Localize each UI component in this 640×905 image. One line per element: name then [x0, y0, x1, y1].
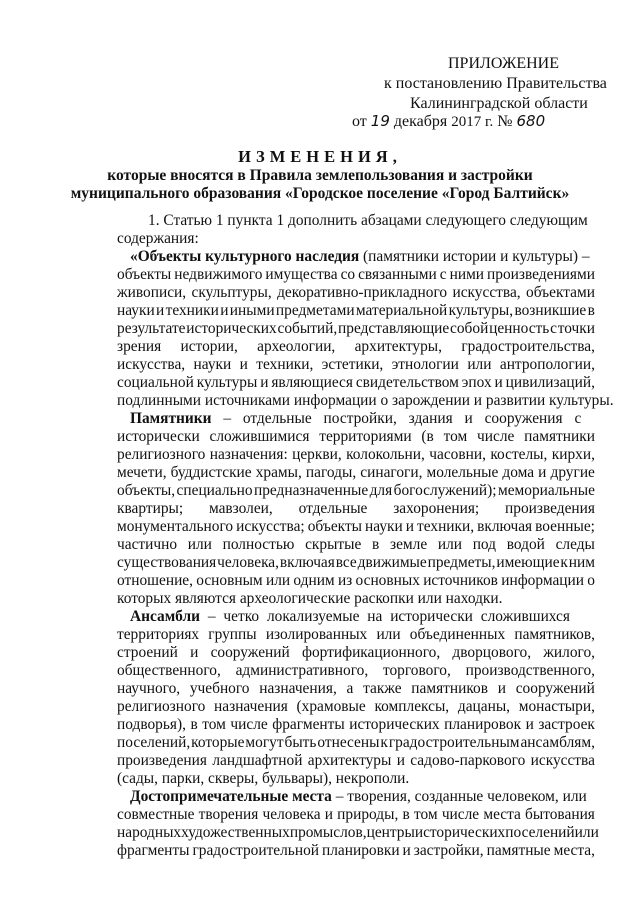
- word: цивилизаций,: [505, 374, 595, 391]
- word: истории,: [180, 338, 238, 355]
- word: отношение,: [117, 572, 193, 589]
- word: иными: [229, 302, 275, 319]
- word: включая: [477, 518, 533, 535]
- word: эстетики,: [321, 356, 384, 373]
- word: торгового,: [382, 662, 451, 679]
- word: свидетельством: [355, 374, 459, 391]
- word: градостроительным: [388, 734, 520, 751]
- word: и: [494, 374, 503, 391]
- word: полностью: [222, 536, 295, 553]
- decree-number: 680: [516, 112, 546, 130]
- p3-line: [117, 536, 595, 554]
- word: движимые: [357, 554, 427, 571]
- p4-line: [117, 716, 595, 734]
- p2-line: [117, 302, 595, 320]
- p3-line: которых являются археологические раскопки или находки.: [117, 590, 503, 607]
- word: строений: [117, 644, 178, 661]
- word: и: [190, 644, 199, 661]
- word: в: [402, 806, 410, 823]
- word: человека: [262, 806, 321, 823]
- term-ensembles: Ансамбли: [130, 608, 200, 625]
- word: совместные: [117, 806, 195, 823]
- word: водой: [506, 536, 545, 553]
- word: культуры,: [448, 302, 514, 319]
- word: точки: [557, 320, 595, 337]
- word: и: [405, 518, 414, 535]
- word: произведениями: [487, 266, 595, 283]
- word: числе: [441, 806, 480, 823]
- word: скульптуры,: [191, 284, 272, 301]
- word: предметы,: [427, 554, 496, 571]
- word: являющиеся: [271, 374, 353, 391]
- word: человека,: [217, 554, 279, 571]
- word: (храмовые: [296, 698, 366, 715]
- p5-line: [117, 842, 595, 860]
- word: отнесены: [317, 734, 380, 751]
- word: отдельные: [298, 500, 368, 517]
- word: памятные: [486, 842, 551, 859]
- word: церкви,: [292, 446, 342, 463]
- word: декоративно-прикладного: [277, 284, 448, 301]
- word: ценность: [489, 320, 550, 337]
- word: для: [369, 482, 393, 499]
- p3-line: [117, 572, 595, 590]
- word: колокольни,: [346, 446, 425, 463]
- p5-line: [117, 806, 595, 824]
- word: науки: [117, 302, 155, 319]
- word: и: [324, 806, 333, 823]
- region-name: Калининградской области: [410, 95, 588, 112]
- word: синагоги,: [360, 464, 423, 481]
- word: с: [439, 266, 447, 283]
- word: и: [396, 752, 405, 769]
- word: к: [560, 554, 568, 571]
- word: материальной: [355, 302, 448, 319]
- p2-line: [117, 320, 595, 338]
- p2-line: подлинными источниками информации о зарождении и развитии культуры.: [117, 392, 614, 409]
- word: и: [260, 374, 269, 391]
- decree-reference: к постановлению Правительства: [384, 75, 607, 92]
- word: земле: [389, 536, 428, 553]
- word: поселений,: [117, 734, 191, 751]
- word: в: [372, 536, 380, 553]
- date-from-label: от: [352, 113, 367, 130]
- word: назначения:: [209, 446, 288, 463]
- word: все: [335, 554, 357, 571]
- word: зрения: [117, 338, 162, 355]
- word: другие: [550, 464, 595, 481]
- word: ним: [568, 554, 595, 571]
- word: представляющие: [338, 320, 450, 337]
- word: основных: [355, 572, 420, 589]
- p2-line: [117, 374, 595, 392]
- word: объекты: [307, 518, 363, 535]
- p2-line: [117, 338, 595, 356]
- word: захоронения;: [393, 500, 480, 517]
- p3-line: [117, 482, 595, 500]
- word: буддистские: [170, 464, 252, 481]
- p4-line: [117, 752, 595, 770]
- date-day: 19: [370, 112, 390, 130]
- word: искусства: [530, 752, 595, 769]
- word: религиозного: [117, 698, 206, 715]
- word: науки: [365, 518, 403, 535]
- word: к: [380, 734, 388, 751]
- p1-line: 1. Статью 1 пункта 1 дополнить абзацами следующего следующим: [148, 212, 588, 229]
- word: монументального: [117, 518, 234, 535]
- word: места: [483, 806, 521, 823]
- word: застроек: [538, 716, 595, 733]
- word: жилого,: [543, 644, 595, 661]
- word: объекты: [117, 266, 172, 283]
- p3-line: [117, 518, 595, 536]
- p3-line: Памятники – отдельные постройки, здания и сооружения с: [130, 410, 582, 427]
- word: мавзолеи,: [208, 500, 273, 517]
- word: храмы,: [255, 464, 302, 481]
- word: промыслов,: [289, 824, 367, 841]
- document-heading: ИЗМЕНЕНИЯ,: [238, 147, 402, 166]
- word: из: [337, 572, 353, 589]
- word: этнологии: [391, 356, 459, 373]
- word: возникшие: [514, 302, 587, 319]
- word: памятников,: [514, 626, 595, 643]
- p2-line: [117, 266, 595, 284]
- word: часовни,: [429, 446, 486, 463]
- word: сооружений: [210, 644, 290, 661]
- p4-line: Ансамбли – четко локализуемые на исторически сложившихся: [130, 608, 570, 625]
- word: или: [187, 536, 212, 553]
- word: места,: [553, 842, 595, 859]
- word: сооружений: [515, 680, 595, 697]
- word: или: [467, 356, 492, 373]
- p5-line: [117, 824, 599, 842]
- word: источников: [423, 572, 498, 589]
- word: предназначенные: [253, 482, 369, 499]
- word: исторически: [117, 428, 200, 445]
- word: изолированных: [265, 626, 368, 643]
- appendix-label: ПРИЛОЖЕНИЕ: [448, 55, 560, 72]
- word: производственного,: [465, 662, 595, 679]
- word: которые: [191, 734, 245, 751]
- word: градостроительства,: [461, 338, 595, 355]
- p4-line: [117, 626, 595, 644]
- word: имеющие: [496, 554, 560, 571]
- p3-line: [117, 464, 595, 482]
- word: и: [220, 302, 229, 319]
- word: народных: [117, 824, 182, 841]
- word: и: [497, 680, 506, 697]
- p3-line: [117, 446, 595, 464]
- p2-line: [117, 356, 595, 374]
- word: сложившимися: [209, 428, 310, 445]
- word: мечети,: [117, 464, 167, 481]
- p4-line: [117, 698, 595, 716]
- word: объектами: [526, 284, 595, 301]
- word: садово-паркового: [410, 752, 526, 769]
- word: творения: [198, 806, 259, 823]
- word: фортификационного,: [301, 644, 441, 661]
- word: эпох: [461, 374, 492, 391]
- date-month: декабря: [393, 113, 448, 130]
- word: археологии,: [257, 338, 336, 355]
- word: том: [202, 716, 226, 733]
- term-cultural-heritage: «Объекты культурного наследия: [130, 248, 360, 265]
- word: существования: [117, 554, 217, 571]
- word: центры: [366, 824, 415, 841]
- word: основным: [196, 572, 263, 589]
- word: числе: [230, 716, 268, 733]
- word: дацаны,: [457, 698, 511, 715]
- p5-line: Достопримечательные места – творения, созданные человеком, или: [130, 788, 587, 805]
- document-subtitle-2: муниципального образования «Городское поселение «Город Балтийск»: [70, 185, 570, 202]
- word: и: [525, 716, 534, 733]
- word: собой: [450, 320, 489, 337]
- word: комплексы,: [374, 698, 450, 715]
- word: под: [472, 536, 497, 553]
- word: монастыри,: [518, 698, 595, 715]
- word: религиозного: [117, 446, 206, 463]
- word: фрагменты: [117, 842, 190, 859]
- word: природы,: [337, 806, 399, 823]
- p3-line: [117, 428, 595, 446]
- word: а: [346, 680, 354, 697]
- word: могут: [245, 734, 284, 751]
- word: планировки: [321, 842, 400, 859]
- word: информации: [501, 572, 584, 589]
- p3-line: [117, 554, 595, 572]
- word: быть: [284, 734, 317, 751]
- word: художественных: [181, 824, 290, 841]
- word: недвижимого: [174, 266, 263, 283]
- p4-line: [117, 644, 595, 662]
- word: ансамблям,: [520, 734, 595, 751]
- p2-line: «Объекты культурного наследия (памятники истории и культуры) –: [130, 248, 590, 265]
- word: скрытые: [305, 536, 362, 553]
- word: социальной: [117, 374, 194, 391]
- word: (в: [421, 428, 434, 445]
- word: ландшафтной: [212, 752, 303, 769]
- word: исторических: [349, 716, 440, 733]
- word: научного,: [117, 680, 181, 697]
- word: фрагменты: [272, 716, 345, 733]
- word: назначения: [214, 698, 288, 715]
- word: имущества: [265, 266, 338, 283]
- word: кирхи,: [551, 446, 595, 463]
- word: военные;: [535, 518, 595, 535]
- word: мемориальные: [497, 482, 595, 499]
- word: подворья),: [117, 716, 186, 733]
- word: о: [587, 572, 595, 589]
- word: дворцового,: [452, 644, 532, 661]
- word: включая: [279, 554, 335, 571]
- word: искусства;: [236, 518, 305, 535]
- word: техники: [165, 302, 219, 319]
- word: учебного: [189, 680, 250, 697]
- word: и: [538, 464, 547, 481]
- word: или: [376, 626, 401, 643]
- word: архитектуры,: [354, 338, 442, 355]
- word: в: [587, 302, 595, 319]
- word: территориях: [117, 626, 200, 643]
- word: исторических: [414, 824, 506, 841]
- word: искусства,: [452, 284, 521, 301]
- word: дома: [502, 464, 535, 481]
- document-subtitle-1: которые вносятся в Правила землепользования и застройки: [107, 167, 533, 184]
- word: исторических: [186, 320, 277, 337]
- word: планировок: [444, 716, 522, 733]
- word: территориями: [319, 428, 412, 445]
- word: и: [402, 842, 411, 859]
- word: антропологии,: [499, 356, 595, 373]
- word: событий,: [277, 320, 338, 337]
- word: квартиры;: [117, 500, 184, 517]
- word: группы: [208, 626, 257, 643]
- word: следы: [555, 536, 595, 553]
- p2-line: [117, 284, 595, 302]
- word: архитектуры: [307, 752, 392, 769]
- term-monuments: Памятники: [130, 410, 212, 427]
- word: одним: [293, 572, 335, 589]
- word: или: [437, 536, 462, 553]
- word: памятники: [524, 428, 595, 445]
- word: пагоды,: [305, 464, 357, 481]
- word: предметами: [275, 302, 355, 319]
- word: культуры: [196, 374, 258, 391]
- word: в: [190, 716, 198, 733]
- word: назначения,: [259, 680, 337, 697]
- p4-line: [117, 680, 595, 698]
- word: общественного,: [117, 662, 221, 679]
- word: том: [413, 806, 438, 823]
- word: бытования: [525, 806, 595, 823]
- word: том: [443, 428, 468, 445]
- word: результате: [117, 320, 186, 337]
- word: искусства,: [117, 356, 186, 373]
- word: числе: [477, 428, 515, 445]
- p4-line: [117, 734, 595, 752]
- term-landmarks: Достопримечательные места: [130, 788, 332, 805]
- decree-date-line: [352, 112, 545, 132]
- word: застройки,: [413, 842, 484, 859]
- word: произведения: [117, 752, 207, 769]
- word: с: [550, 320, 557, 337]
- word: специально: [176, 482, 253, 499]
- word: также: [363, 680, 402, 697]
- number-label: №: [497, 113, 513, 130]
- word: градостроительной: [192, 842, 319, 859]
- word: со: [340, 266, 356, 283]
- p3-line: [117, 500, 595, 518]
- p1-line: содержания:: [117, 230, 199, 247]
- word: административного,: [235, 662, 369, 679]
- word: техники,: [256, 356, 314, 373]
- p4-line: [117, 662, 595, 680]
- p4-line: (сады, парки, скверы, бульвары), некрополи.: [117, 770, 410, 787]
- date-year: 2017 г.: [451, 114, 494, 130]
- word: живописи,: [117, 284, 187, 301]
- word: богослужений);: [393, 482, 497, 499]
- word: или: [265, 572, 291, 589]
- word: ними: [449, 266, 485, 283]
- word: и: [156, 302, 165, 319]
- word: связанными: [358, 266, 437, 283]
- word: костелы,: [490, 446, 548, 463]
- word: произведения: [505, 500, 595, 517]
- word: и: [239, 356, 248, 373]
- word: объединенных: [409, 626, 506, 643]
- word: или: [574, 824, 599, 841]
- word: объекты,: [117, 482, 176, 499]
- word: техники,: [417, 518, 475, 535]
- word: частично: [117, 536, 178, 553]
- word: памятников: [411, 680, 489, 697]
- word: науки: [193, 356, 232, 373]
- word: молельные: [426, 464, 499, 481]
- word: поселений: [505, 824, 575, 841]
